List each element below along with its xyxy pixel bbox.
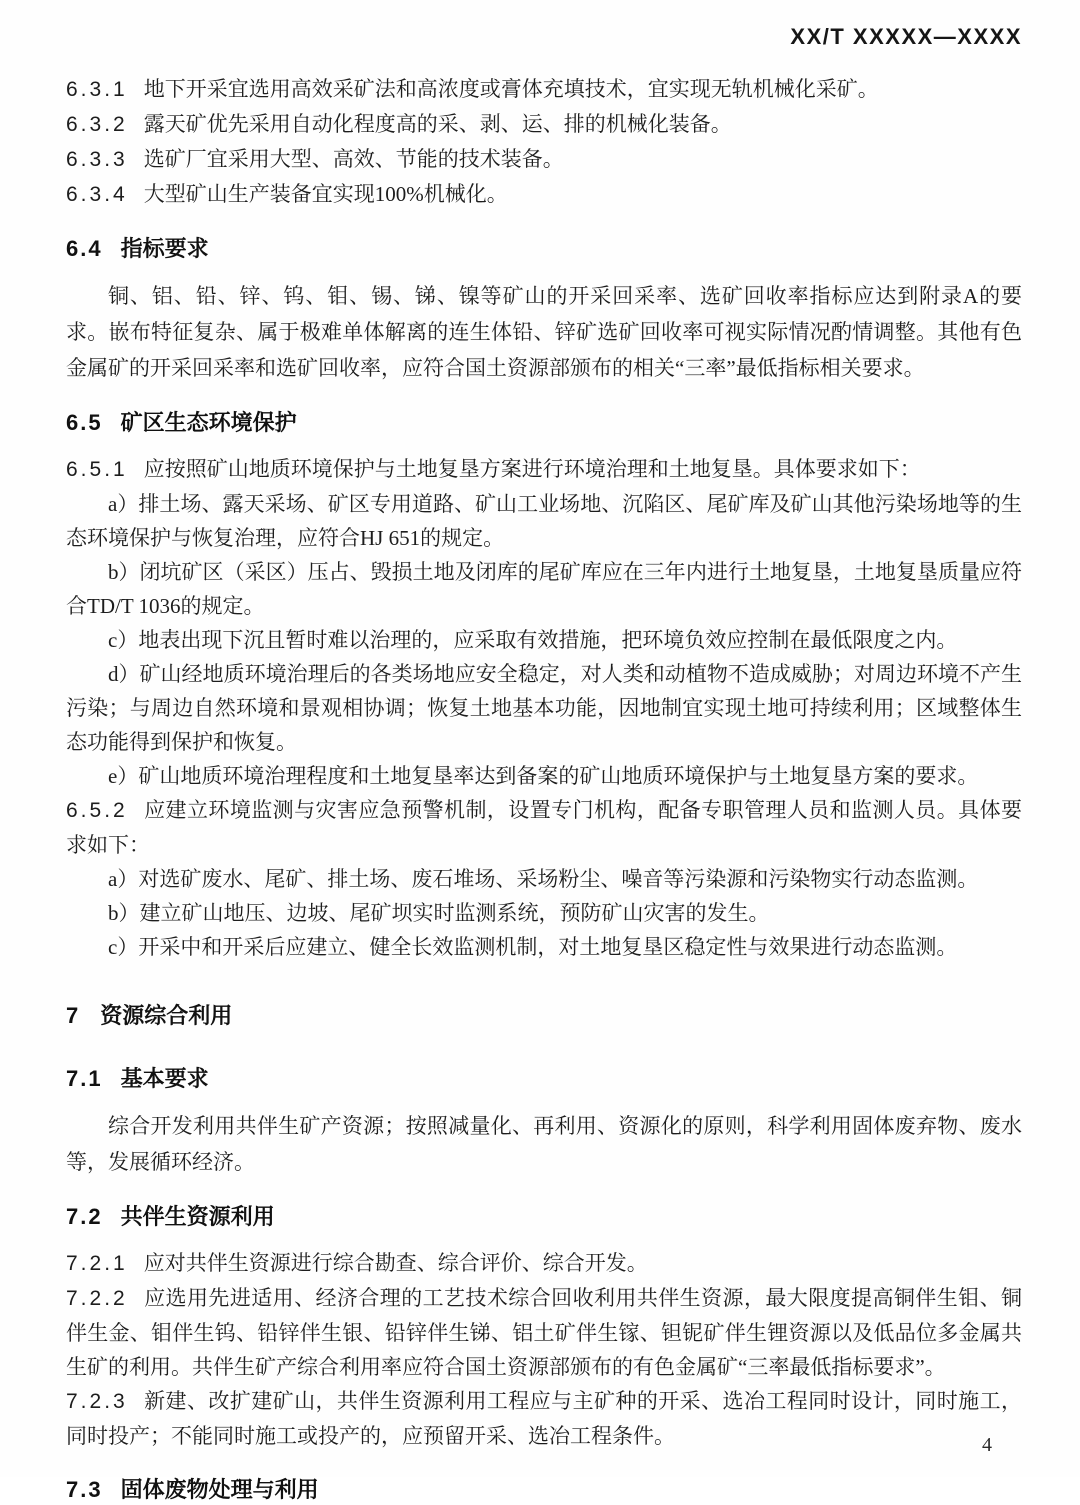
list-item-a: a）排土场、露天采场、矿区专用道路、矿山工业场地、沉陷区、尾矿库及矿山其他污染场地等的生态环境保护与恢复治理，应符合HJ 651的规定。 <box>66 492 1022 550</box>
clause-number: 6.5.1 <box>66 458 128 481</box>
list-item-b: b）闭坑矿区（采区）压占、毁损土地及闭库的尾矿库应在三年内进行土地复垦，土地复垦质量应符合TD/T 1036的规定。 <box>66 560 1022 618</box>
heading-text: 指标要求 <box>120 236 209 261</box>
heading-number: 7.3 <box>66 1477 103 1502</box>
clause-6-3-3 <box>66 142 1022 177</box>
clause-number: 6.3.4 <box>66 183 128 206</box>
list-item-c: c）地表出现下沉且暂时难以治理的，应采取有效措施，把环境负效应控制在最低限度之内。 <box>108 628 958 652</box>
clause-number: 7.2.2 <box>66 1287 128 1310</box>
section-heading-7-3 <box>66 1475 1022 1505</box>
clause-number: 6.3.1 <box>66 78 128 101</box>
list-item-a: a）对选矿废水、尾矿、排土场、废石堆场、采场粉尘、噪音等污染源和污染物实行动态监测。 <box>108 867 979 891</box>
clause-number: 6.5.2 <box>66 799 128 822</box>
chapter-heading-7 <box>66 1000 1022 1032</box>
section-heading-6-4 <box>66 234 1022 264</box>
heading-number: 7.2 <box>66 1204 103 1229</box>
heading-number: 7 <box>66 1003 79 1028</box>
heading-number: 6.5 <box>66 410 103 435</box>
page-number: 4 <box>982 1434 992 1456</box>
section-heading-6-5 <box>66 408 1022 438</box>
section-heading-7-2 <box>66 1202 1022 1232</box>
heading-number: 6.4 <box>66 236 103 261</box>
heading-text: 固体废物处理与利用 <box>120 1477 319 1502</box>
clause-text: 应按照矿山地质环境保护与土地复垦方案进行环境治理和土地复垦。具体要求如下： <box>143 457 921 481</box>
clause-6-3-4 <box>66 177 1022 212</box>
running-header: XX/T XXXXX—XXXX <box>790 24 1022 49</box>
clause-7-2-3 <box>66 1384 1022 1453</box>
list-item-e: e）矿山地质环境治理程度和土地复垦率达到备案的矿山地质环境保护与土地复垦方案的要求。 <box>108 764 979 788</box>
clause-text: 选矿厂宜采用大型、高效、节能的技术装备。 <box>143 147 564 171</box>
clause-text: 应建立环境监测与灾害应急预警机制，设置专门机构，配备专职管理人员和监测人员。具体要求如下： <box>66 798 1022 857</box>
clause-text: 新建、改扩建矿山，共伴生资源利用工程应与主矿种的开采、选冶工程同时设计，同时施工，同时投产；不能同时施工或投产的，应预留开采、选冶工程条件。 <box>66 1389 1022 1448</box>
heading-number: 7.1 <box>66 1066 103 1091</box>
clause-text: 地下开采宜选用高效采矿法和高浓度或膏体充填技术，宜实现无轨机械化采矿。 <box>143 77 879 101</box>
paragraph-7-1: 综合开发利用共伴生矿产资源；按照减量化、再利用、资源化的原则，科学利用固体废弃物、废水等，发展循环经济。 <box>66 1114 1022 1174</box>
clause-number: 7.2.3 <box>66 1390 128 1413</box>
clause-text: 应选用先进适用、经济合理的工艺技术综合回收利用共伴生资源，最大限度提高铜伴生钼、铜伴生金、钼伴生钨、铅锌伴生银、铅锌伴生锑、铝土矿伴生镓、钽铌矿伴生锂资源以及低品位多金属共生矿的利用。共伴生矿产综合利用率应符合国土资源部颁布的有色金属矿“三率最低指标要求”。 <box>66 1286 1022 1379</box>
heading-text: 基本要求 <box>120 1066 209 1091</box>
clause-6-3-2 <box>66 107 1022 142</box>
heading-text: 共伴生资源利用 <box>120 1204 275 1229</box>
clause-text: 露天矿优先采用自动化程度高的采、剥、运、排的机械化装备。 <box>143 112 732 136</box>
clause-6-5-2 <box>66 793 1022 862</box>
clause-7-2-2 <box>66 1281 1022 1384</box>
section-heading-7-1 <box>66 1064 1022 1094</box>
list-item-d: d）矿山经地质环境治理后的各类场地应安全稳定，对人类和动植物不造成威胁；对周边环境不产生污染；与周边自然环境和景观相协调；恢复土地基本功能，因地制宜实现土地可持续利用；区域整体生态功能得到保护和恢复。 <box>66 662 1022 754</box>
clause-number: 7.2.1 <box>66 1252 128 1275</box>
list-item-b: b）建立矿山地压、边坡、尾矿坝实时监测系统，预防矿山灾害的发生。 <box>108 901 770 925</box>
clause-6-3-1 <box>66 72 1022 107</box>
clause-6-5-1 <box>66 452 1022 487</box>
list-item-c: c）开采中和开采后应建立、健全长效监测机制，对土地复垦区稳定性与效果进行动态监测。 <box>108 935 958 959</box>
paragraph-6-4: 铜、铝、铅、锌、钨、钼、锡、锑、镍等矿山的开采回采率、选矿回收率指标应达到附录A的要求。嵌布特征复杂、属于极难单体解离的连生体铅、锌矿选矿回收率可视实际情况酌情调整。其他有色金属矿的开采回采率和选矿回收率，应符合国土资源部颁布的相关“三率”最低指标相关要求。 <box>66 284 1022 380</box>
heading-text: 资源综合利用 <box>100 1003 233 1028</box>
clause-number: 6.3.2 <box>66 113 128 136</box>
clause-text: 应对共伴生资源进行综合勘查、综合评价、综合开发。 <box>143 1251 648 1275</box>
heading-text: 矿区生态环境保护 <box>120 410 297 435</box>
clause-text: 大型矿山生产装备宜实现100%机械化。 <box>143 182 508 206</box>
clause-7-2-1 <box>66 1246 1022 1281</box>
clause-number: 6.3.3 <box>66 148 128 171</box>
